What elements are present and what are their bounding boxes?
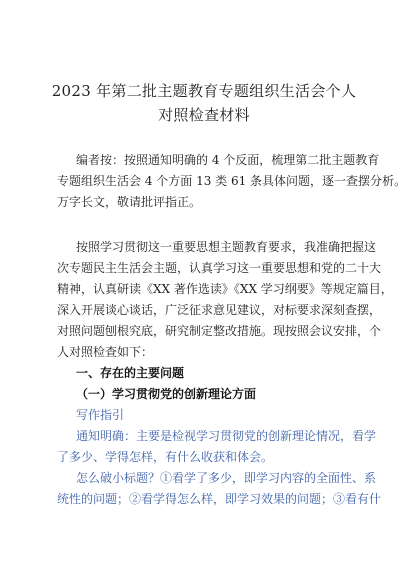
editor-note-line-3: 万字长文，敬请批评指正。 bbox=[57, 195, 202, 209]
intro-line-2: 次专题民主生活会主题，认真学习这一重要思想和党的二十大 bbox=[57, 261, 382, 275]
editor-note-line-2: 专题组织生活会 4 个方面 13 类 61 条具体问题，逐一查摆分析。 bbox=[57, 174, 407, 188]
document-title-line-2: 对照检查材料 bbox=[158, 106, 250, 124]
howto-line-1: 怎么破小标题？①看学了多少，即学习内容的全面性、系 bbox=[76, 471, 377, 485]
howto-line-2: 统性的问题；②看学得怎么样，即学习效果的问题；③看有什 bbox=[57, 492, 382, 506]
intro-line-3: 精神，认真研读《XX 著作选读》《XX 学习纲要》等规定篇目， bbox=[57, 282, 393, 296]
section-heading: 一、存在的主要问题 bbox=[76, 366, 185, 380]
intro-line-1: 按照学习贯彻这一重要思想主题教育要求，我准确把握这 bbox=[76, 240, 377, 254]
intro-line-4: 深入开展谈心谈话，广泛征求意见建议，对标要求深刻查摆， bbox=[57, 303, 382, 317]
intro-line-6: 人对照检查如下： bbox=[57, 345, 154, 359]
document-title-line-1: 2023 年第二批主题教育专题组织生活会个人 bbox=[51, 82, 357, 100]
writing-guide-label: 写作指引 bbox=[76, 408, 125, 422]
subsection-heading: （一）学习贯彻党的创新理论方面 bbox=[76, 387, 257, 401]
editor-note-line-1: 编者按：按照通知明确的 4 个反面，梳理第二批主题教育 bbox=[76, 153, 380, 167]
notice-line-1: 通知明确：主要是检视学习贯彻党的创新理论情况，看学 bbox=[76, 429, 377, 443]
intro-line-5: 对照问题刨根究底，研究制定整改措施。现按照会议安排，个 bbox=[57, 324, 382, 338]
notice-line-2: 了多少、学得怎样，有什么收获和体会。 bbox=[57, 450, 274, 464]
